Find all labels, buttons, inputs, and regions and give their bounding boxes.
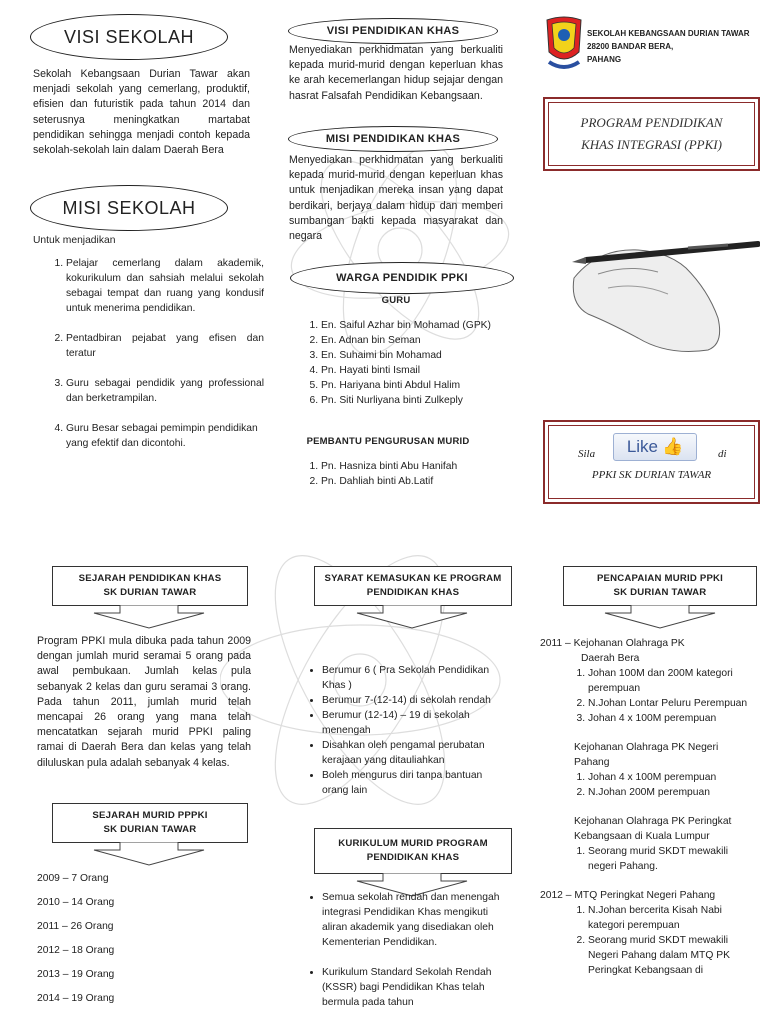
pencapaian-content [540,636,762,978]
y2011-head: 2011 – Kejohanan Olahraga PK [540,638,685,649]
syarat-list [306,663,497,798]
syarat-item: • Disahkan oleh pengamal perubatan kerajaan yang ditauliahkan [322,738,497,768]
syarat-box [314,566,512,606]
achievement-item: 1. Johan 4 x 100M perempuan [588,770,758,785]
pembantu-item: 2. Pn. Dahliah binti Ab.Latif [321,474,521,489]
misi-pk-text: Menyediakan perkhidmatan yang berkualiti kepada murid-murid dengan keperluan khas untuk menjadikan mereka insan yang dapat berdikari, berjaya dalam hidup dan memberi sumbangan bakti kepada masyarakat dan negara [289,154,503,243]
syarat-item: • Boleh mengurus diri tanpa bantuan orang lain [322,768,497,798]
di-text: di [718,448,727,460]
misi-pk-title: MISI PENDIDIKAN KHAS [325,133,461,145]
sejarah-pk-title-1: SEJARAH PENDIDIKAN KHAS [78,573,222,584]
down-arrow-icon [603,605,717,629]
sejarah-murid-box [52,803,248,843]
murid-year-item: 2014 – 19 Orang [37,993,115,1004]
murid-year-item: 2009 – 7 Orang [37,873,109,884]
murid-year-item: 2013 – 19 Orang [37,969,115,980]
murid-year-item: 2012 – 18 Orang [37,945,115,956]
visi-sekolah-oval [30,14,228,60]
murid-year-item: 2011 – 26 Orang [37,921,114,932]
y2012-head: 2012 – MTQ Peringkat Negeri Pahang [540,890,716,901]
visi-sekolah-text: Sekolah Kebangsaan Durian Tawar akan menjadi sekolah yang cemerlang, produktif, efisien dan futuristik pada tahun 2014 dan seterusnya meningkatkan martabat pendidikan sehingga menjadi contoh kepada sekolah-sekolah lain dalam Daerah Bera [33,68,250,157]
guru-list [303,318,511,408]
murid-year-item: 2010 – 14 Orang [37,897,115,908]
guru-item: 5. Pn. Hariyana binti Abdul Halim [321,378,511,393]
misi-item: 1. Pelajar cemerlang dalam akademik, kokurikulum dan sahsiah melalui sekolah sebagai tempat dan ruang yang kondusif untuk menerima pendidikan. [66,256,264,316]
school-name: SEKOLAH KEBANGSAAN DURIAN TAWAR [587,29,750,38]
achievement-item: 1. N.Johan bercerita Kisah Nabi kategori perempuan [588,903,753,933]
pembantu-label: PEMBANTU PENGURUSAN MURID [306,436,470,447]
program-title-box [543,97,760,171]
y2011-daerah-list [540,666,748,726]
guru-item: 3. En. Suhaimi bin Mohamad [321,348,511,363]
pencapaian-title-2: SK DURIAN TAWAR [613,587,707,598]
warga-title: WARGA PENDIDIK PPKI [336,272,468,284]
murid-year-list [37,871,114,1006]
kurikulum-item: • Semua sekolah rendah dan menengah integrasi Pendidikan Khas mengikuti aliran akademik yang disediakan oleh Kementerian Pendidikan. [322,890,506,950]
kurikulum-title-2: PENDIDIKAN KHAS [366,852,460,863]
kebangsaan-list [540,844,748,874]
guru-label: GURU [381,295,411,306]
down-arrow-icon [92,605,206,629]
sejarah-pk-box [52,566,248,606]
misi-pk-oval [288,126,498,152]
negeri-head: Kejohanan Olahraga PK Negeri Pahang [574,742,719,768]
guru-item: 4. Pn. Hayati binti Ismail [321,363,511,378]
syarat-title-1: SYARAT KEMASUKAN KE PROGRAM [324,573,502,584]
like-label: Like [626,437,658,456]
negeri-list [540,770,758,800]
syarat-item: • Berumur 7-(12-14) di sekolah rendah [322,693,497,708]
syarat-item: • Berumur (12-14) – 19 di sekolah menengah [322,708,497,738]
y2012-list [540,903,753,978]
school-address [587,27,750,66]
misi-sekolah-oval [30,185,228,231]
warga-oval [290,262,514,294]
like-button[interactable] [613,433,697,461]
sejarah-pk-title-2: SK DURIAN TAWAR [103,587,197,598]
down-arrow-icon [355,605,469,629]
sejarah-pk-text: Program PPKI mula dibuka pada tahun 2009 dengan jumlah murid seramai 5 orang pada awal pembukaan. Jumlah kelas pula sebanyak 2 kelas dan guru seramai 3 orang. Pada tahun 2011, jumlah murid telah mencapai 26 orang yang mana telah mencatatkan sejarah murid PPKI paling ramai di Daerah Bera dan kelas yang telah diluluskan pula adalah sebanyak 4 kelas. [37,635,251,769]
misi-item: 4. Guru Besar sebagai pemimpin pendidikan yang efektif dan dicontohi. [66,421,264,451]
fb-page-name: PPKI SK DURIAN TAWAR [591,469,712,481]
program-title: PROGRAM PENDIDIKAN KHAS INTEGRASI (PPKI) [580,115,723,152]
achievement-item: 1. Seorang murid SKDT mewakili negeri Pahang. [588,844,748,874]
school-state: PAHANG [587,55,622,64]
achievement-item: 2. N.Johan 200M perempuan [588,785,758,800]
sejarah-murid-title-2: SK DURIAN TAWAR [103,824,197,835]
school-crest-icon [543,14,585,74]
achievement-item: 1. Johan 100M dan 200M kategori perempuan [588,666,748,696]
visi-pk-title: VISI PENDIDIKAN KHAS [326,25,460,37]
kebangsaan-head: Kejohanan Olahraga PK Peringkat Kebangsaan di Kuala Lumpur [574,816,732,842]
misi-sekolah-title: MISI SEKOLAH [62,197,196,218]
misi-item: 2. Pentadbiran pejabat yang efisen dan teratur [66,331,264,361]
syarat-item: • Berumur 6 ( Pra Sekolah Pendidikan Khas ) [322,663,497,693]
sila-text: Sila [578,448,596,460]
misi-item: 3. Guru sebagai pendidik yang professional dan berketrampilan. [66,376,264,406]
sejarah-murid-title-1: SEJARAH MURID PPPKI [92,810,208,821]
visi-sekolah-title: VISI SEKOLAH [63,26,195,47]
down-arrow-icon [92,842,206,866]
achievement-item: 2. Seorang murid SKDT mewakili Negeri Pahang dalam MTQ PK Peringkat Kebangsaan di [588,933,753,978]
pembantu-item: 1. Pn. Hasniza binti Abu Hanifah [321,459,521,474]
pencapaian-box [563,566,757,606]
guru-item: 2. En. Adnan bin Seman [321,333,511,348]
y2011-head2: Daerah Bera [581,653,640,664]
visi-pk-text: Menyediakan perkhidmatan yang berkualiti kepada murid-murid dengan keperluan khas ke arah kecemerlangan hidup sejajar dengan hasrat Falsafah Pendidikan Kebangsaan. [289,44,503,102]
thumbs-up-icon: 👍 [662,437,684,456]
kurikulum-list [306,890,506,1010]
syarat-title-2: PENDIDIKAN KHAS [366,587,460,598]
kurikulum-title-1: KURIKULUM MURID PROGRAM [338,838,488,849]
visi-pk-oval [288,18,498,44]
kurikulum-box [314,828,512,874]
misi-list [34,256,264,451]
pencapaian-title-1: PENCAPAIAN MURID PPKI [596,573,724,584]
achievement-item: 2. N.Johan Lontar Peluru Perempuan [588,696,748,711]
achievement-item: 3. Johan 4 x 100M perempuan [588,711,748,726]
facebook-like-box [543,420,760,504]
guru-item: 6. Pn. Siti Nurliyana binti Zulkeply [321,393,511,408]
pembantu-list [303,459,521,489]
school-postcode: 28200 BANDAR BERA, [587,42,674,51]
guru-item: 1. En. Saiful Azhar bin Mohamad (GPK) [321,318,511,333]
hand-writing-pen-illustration [568,218,760,358]
misi-intro: Untuk menjadikan [33,235,116,246]
kurikulum-item: • Kurikulum Standard Sekolah Rendah (KSSR) bagi Pendidikan Khas telah bermula pada tahun [322,965,506,1010]
